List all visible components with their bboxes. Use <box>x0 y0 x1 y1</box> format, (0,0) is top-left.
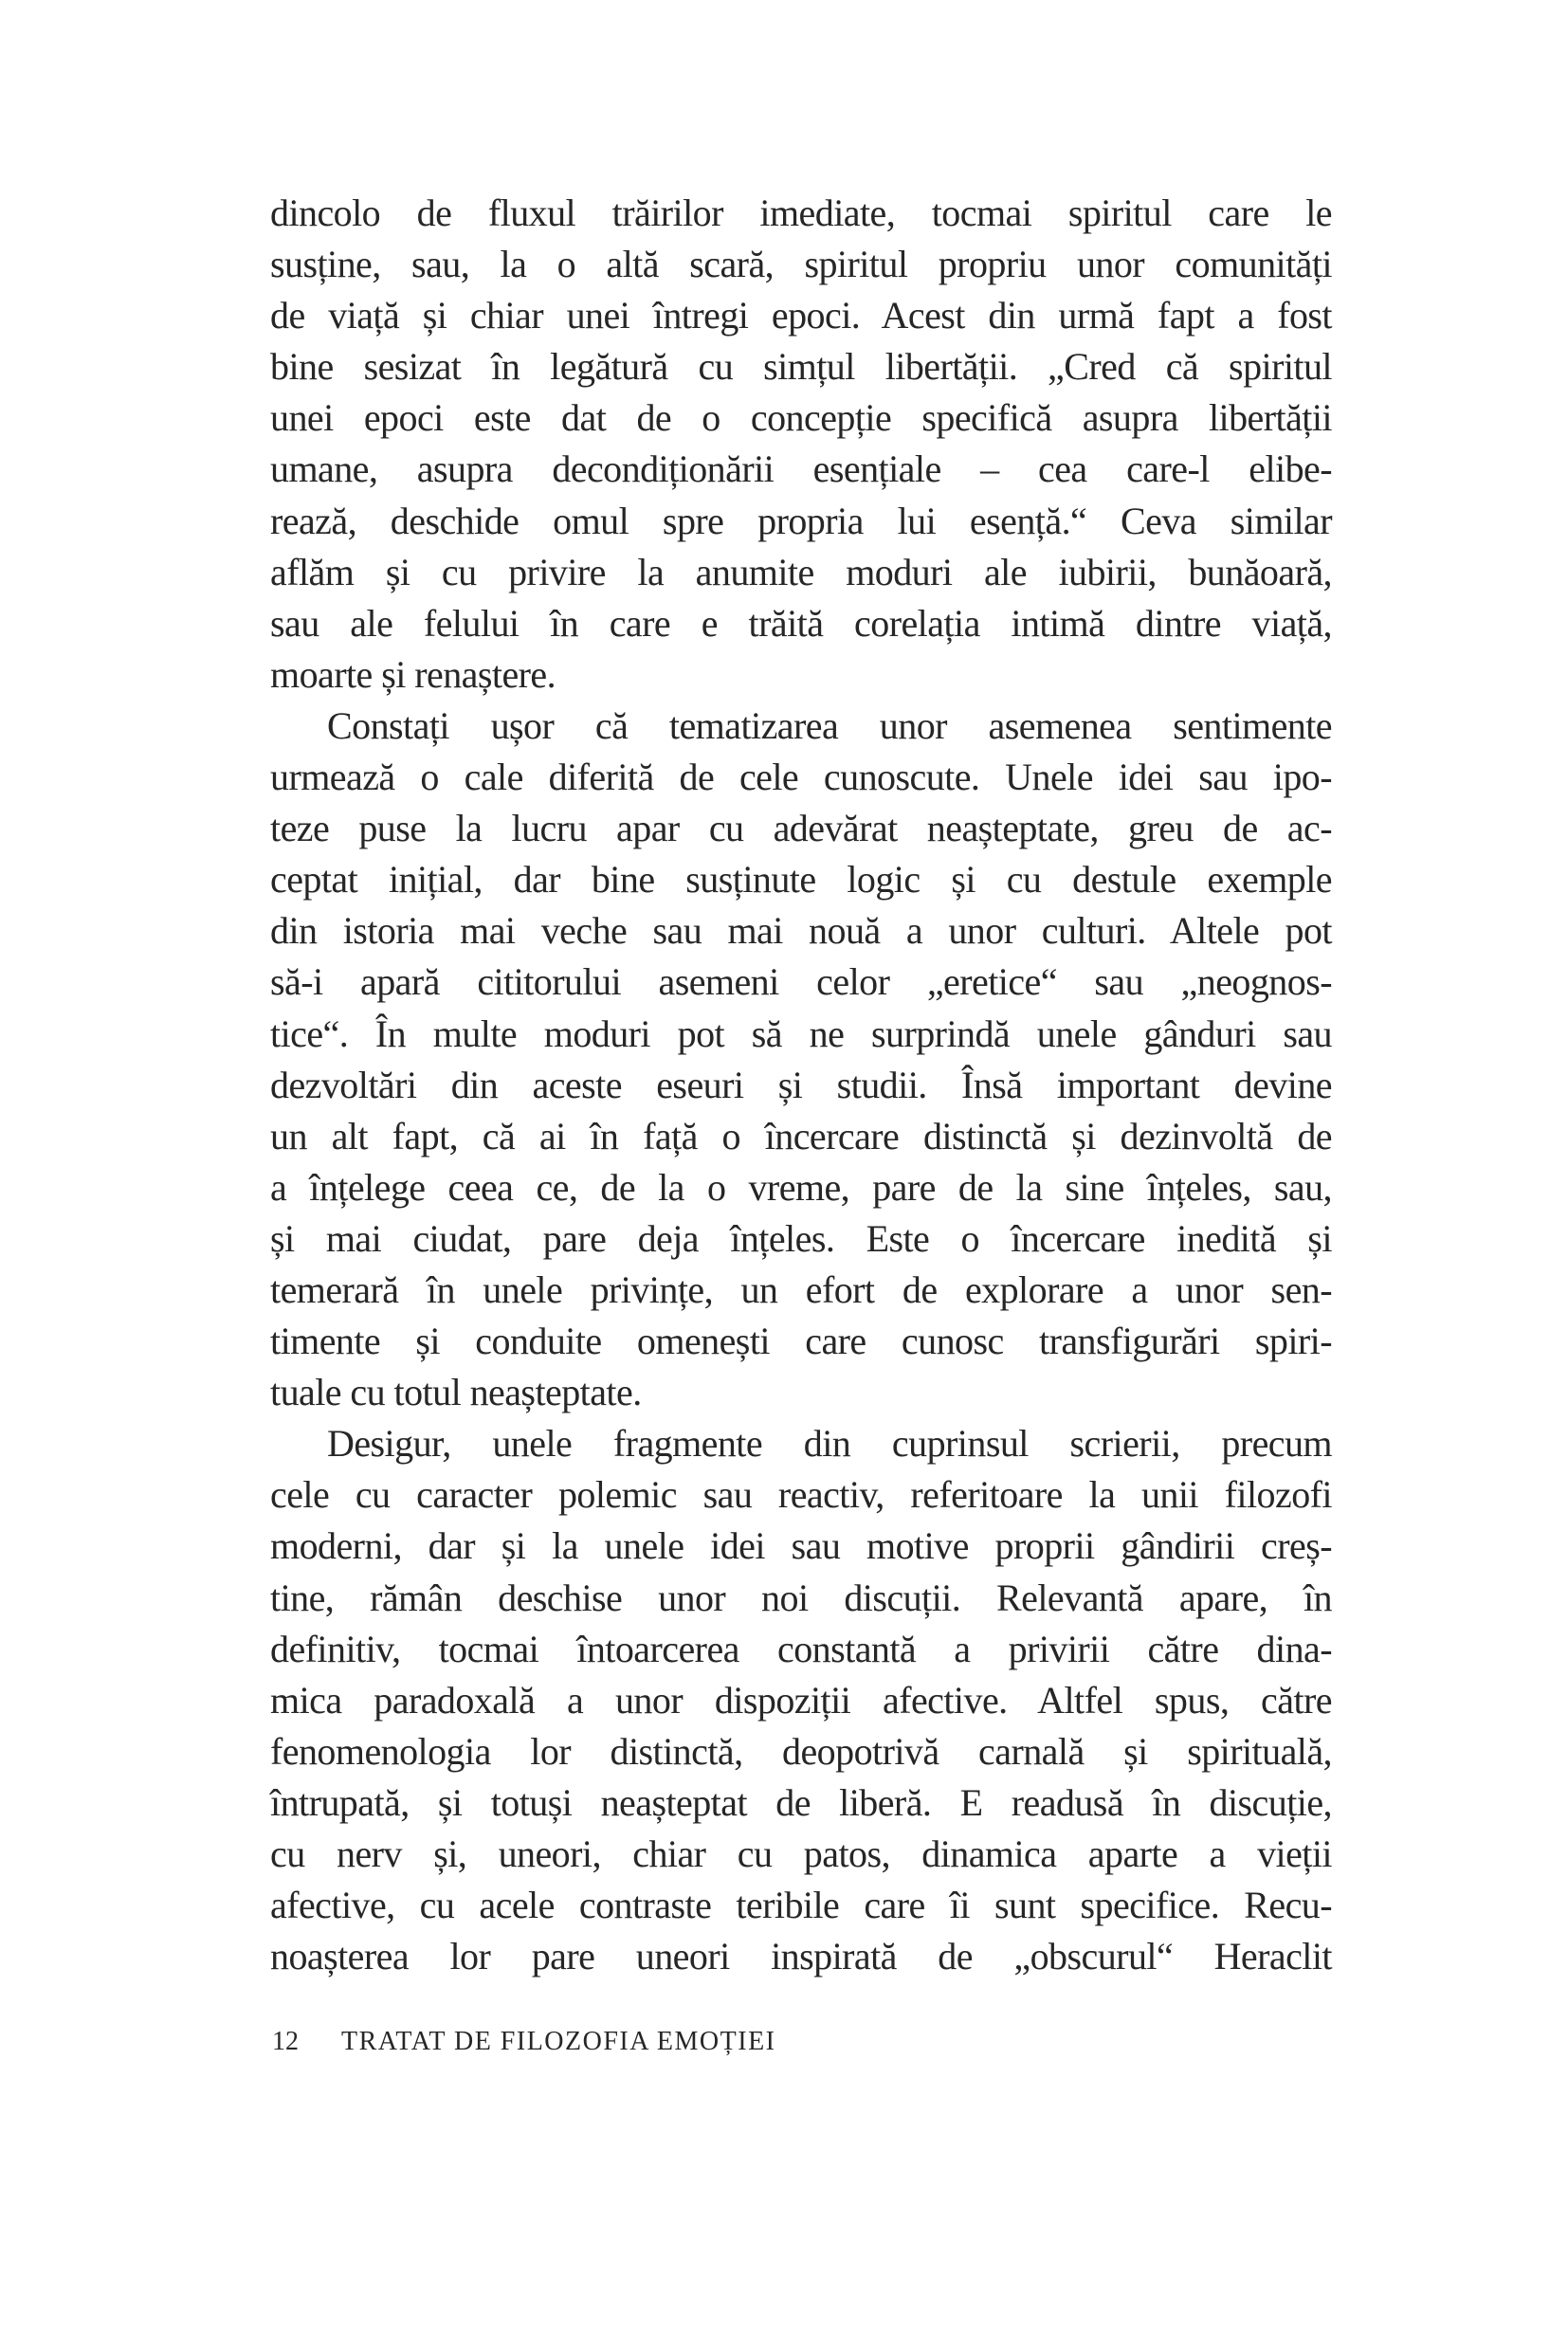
text-line: dezvoltări din aceste eseuri și studii. Însă important devine <box>270 1063 1332 1106</box>
text-line: întrupată, și totuși neașteptat de liberă. E readusă în discuție, <box>270 1780 1332 1824</box>
text-line: cele cu caracter polemic sau reactiv, referitoare la unii filozofi <box>270 1473 1332 1517</box>
text-line: din istoria mai veche sau mai nouă a unor culturi. Altele pot <box>270 909 1332 953</box>
text-line: mica paradoxală a unor dispoziții afective. Altfel spus, către <box>270 1678 1332 1722</box>
text-line: afective, cu acele contraste teribile care îi sunt specifice. Recu- <box>270 1884 1332 1927</box>
text-line: cu nerv și, uneori, chiar cu patos, dinamica aparte a vieții <box>270 1832 1332 1875</box>
text-line: Constați ușor că tematizarea unor asemenea sentimente <box>327 703 1332 747</box>
body-text <box>270 188 1332 1982</box>
running-title: TRATAT DE FILOZOFIA EMOȚIEI <box>341 2027 776 2056</box>
page-number: 12 <box>272 2027 299 2056</box>
text-line: noașterea lor pare uneori inspirată de „obscurul“ Heraclit <box>270 1935 1332 1978</box>
text-line: teze puse la lucru apar cu adevărat neașteptate, greu de ac- <box>270 807 1332 850</box>
page-footer <box>272 2027 776 2057</box>
text-line: să-i apară cititorului asemeni celor „eretice“ sau „neognos- <box>270 960 1332 1004</box>
text-line: moarte și renaștere. <box>270 652 556 696</box>
text-line: tice“. În multe moduri pot să ne surprindă unele gânduri sau <box>270 1011 1332 1055</box>
paragraph <box>270 188 1332 701</box>
text-line: susține, sau, la o altă scară, spiritul propriu unor comunități <box>270 243 1332 286</box>
text-line: și mai ciudat, pare deja înțeles. Este o încercare inedită și <box>270 1216 1332 1260</box>
text-line: moderni, dar și la unele idei sau motive proprii gândirii creș- <box>270 1524 1332 1568</box>
text-line: definitiv, tocmai întoarcerea constantă a privirii către dina- <box>270 1627 1332 1670</box>
text-line: tuale cu totul neașteptate. <box>270 1371 642 1414</box>
text-line: urmează o cale diferită de cele cunoscute. Unele idei sau ipo- <box>270 756 1332 799</box>
text-line: sau ale felului în care e trăită corelația intimă dintre viață, <box>270 601 1332 645</box>
paragraph <box>270 1418 1332 1982</box>
text-line: Desigur, unele fragmente din cuprinsul scrierii, precum <box>327 1422 1332 1466</box>
text-line: timente și conduite omenești care cunosc transfigurări spiri- <box>270 1320 1332 1363</box>
text-line: temerară în unele privințe, un efort de explorare a unor sen- <box>270 1267 1332 1311</box>
text-line: dincolo de fluxul trăirilor imediate, tocmai spiritul care le <box>270 191 1332 234</box>
text-line: aflăm și cu privire la anumite moduri ale iubirii, bunăoară, <box>270 550 1332 593</box>
text-line: unei epoci este dat de o concepție specifică asupra libertății <box>270 396 1332 440</box>
paragraph <box>270 701 1332 1418</box>
text-line: un alt fapt, că ai în față o încercare distinctă și dezinvoltă de <box>270 1114 1332 1157</box>
text-line: rează, deschide omul spre propria lui esență.“ Ceva similar <box>270 499 1332 542</box>
text-line: tine, rămân deschise unor noi discuții. Relevantă apare, în <box>270 1576 1332 1619</box>
text-line: de viață și chiar unei întregi epoci. Acest din urmă fapt a fost <box>270 294 1332 337</box>
text-line: fenomenologia lor distinctă, deopotrivă carnală și spirituală, <box>270 1729 1332 1773</box>
text-line: ceptat inițial, dar bine susținute logic și cu destule exemple <box>270 858 1332 902</box>
text-line: umane, asupra decondiționării esențiale – cea care-l elibe- <box>270 447 1332 491</box>
text-line: bine sesizat în legătură cu simțul libertății. „Cred că spiritul <box>270 345 1332 389</box>
text-line: a înțelege ceea ce, de la o vreme, pare de la sine înțeles, sau, <box>270 1165 1332 1209</box>
